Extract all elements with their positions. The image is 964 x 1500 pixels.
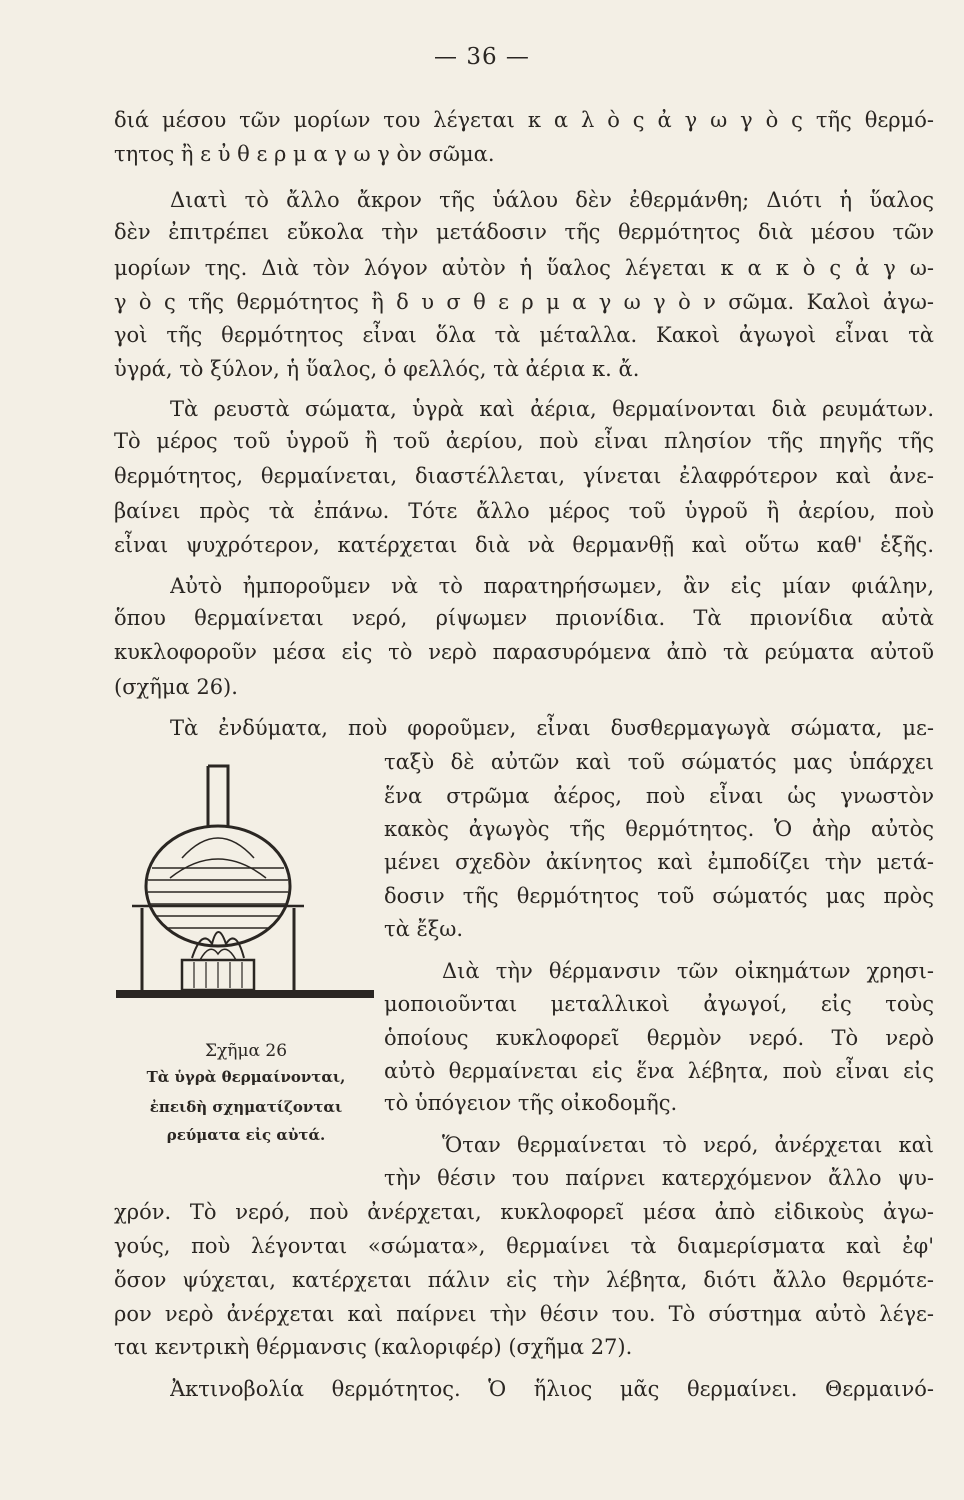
figure-caption-line: ρεύματα εἰς αὐτά. bbox=[166, 1126, 326, 1144]
text-line: εἶναι ψυχρότερον, κατέρχεται διὰ νὰ θερμανθῇ καὶ οὕτω καθ' ἑξῆς. bbox=[114, 533, 934, 557]
text-line: Τὰ ρευστὰ σώματα, ὑγρὰ καὶ ἀέρια, θερμαίνονται διὰ ρευμάτων. bbox=[170, 397, 934, 421]
text-line: αὐτὸ θερμαίνεται εἰς ἕνα λέβητα, ποὺ εἶναι εἰς bbox=[384, 1059, 934, 1083]
figure-caption-title: Σχῆμα 26 bbox=[204, 1041, 288, 1061]
text-line: δοσιν τῆς θερμότητος τοῦ σώματός μας πρὸς bbox=[384, 884, 934, 908]
text-line: γοὶ τῆς θερμότητος εἶναι ὅλα τὰ μέταλλα. Κακοὶ ἀγωγοὶ εἶναι τὰ bbox=[114, 323, 934, 347]
text-line: δὲν ἐπιτρέπει εὔκολα τὴν μετάδοσιν τῆς θερμότητος διὰ μέσου τῶν bbox=[114, 220, 934, 244]
text-line: γ ὸ ς τῆς θερμότητος ἢ δ υ σ θ ε ρ μ α γ ω γ ὸ ν σῶμα. Καλοὶ ἀγω- bbox=[114, 290, 934, 314]
text-line: ὑγρά, τὸ ξύλον, ἡ ὕαλος, ὁ φελλός, τὰ ἀέρια κ. ἄ. bbox=[114, 357, 640, 381]
text-line: χρόν. Τὸ νερό, ποὺ ἀνέρχεται, κυκλοφορεῖ μέσα ἀπὸ εἰδικοὺς ἀγω- bbox=[114, 1200, 934, 1224]
text-line: τὸ ὑπόγειον τῆς οἰκοδομῆς. bbox=[384, 1091, 678, 1115]
text-line: Τὰ ἐνδύματα, ποὺ φοροῦμεν, εἶναι δυσθερμαγωγὰ σώματα, με- bbox=[170, 716, 934, 740]
figure-caption-line: ἐπειδὴ σχηματίζονται bbox=[149, 1098, 343, 1116]
section-heading-line: Ἀκτινοβολία θερμότητος. Ὁ ἥλιος μᾶς θερμαίνει. Θερμαινό- bbox=[170, 1377, 934, 1401]
text-line: μοποιοῦνται μεταλλικοὶ ἀγωγοί, εἰς τοὺς bbox=[384, 992, 934, 1016]
text-line: ὁποίους κυκλοφορεῖ θερμὸν νερό. Τὸ νερὸ bbox=[384, 1026, 934, 1050]
text-line: ὅπου θερμαίνεται νερό, ρίψωμεν πριονίδια. Τὰ πριονίδια αὐτὰ bbox=[114, 606, 934, 630]
text-line: Ὅταν θερμαίνεται τὸ νερό, ἀνέρχεται καὶ bbox=[442, 1133, 934, 1157]
text-line: τητος ἢ ε ὐ θ ε ρ μ α γ ω γ ὸν σῶμα. bbox=[114, 142, 495, 166]
text-line: μορίων της. Διὰ τὸν λόγον αὐτὸν ἡ ὕαλος λέγεται κ α κ ὸ ς ἀ γ ω- bbox=[114, 256, 934, 280]
text-line: βαίνει πρὸς τὰ ἐπάνω. Τότε ἄλλο μέρος τοῦ ὑγροῦ ἢ ἀερίου, ποὺ bbox=[114, 499, 934, 523]
text-line: ρον νερὸ ἀνέρχεται καὶ παίρνει τὴν θέσιν του. Τὸ σύστημα αὐτὸ λέγε- bbox=[114, 1302, 934, 1326]
text-line: κυκλοφοροῦν μέσα εἰς τὸ νερὸ παρασυρόμενα ἀπὸ τὰ ρεύματα αὐτοῦ bbox=[114, 640, 934, 664]
text-line: Αὐτὸ ἠμποροῦμεν νὰ τὸ παρατηρήσωμεν, ἂν εἰς μίαν φιάλην, bbox=[170, 574, 934, 598]
text-line: Τὸ μέρος τοῦ ὑγροῦ ἢ τοῦ ἀερίου, ποὺ εἶναι πλησίον τῆς πηγῆς τῆς bbox=[114, 429, 934, 453]
text-line: μένει σχεδὸν ἀκίνητος καὶ ἐμποδίζει τὴν μετά- bbox=[384, 850, 934, 874]
text-line: θερμότητος, θερμαίνεται, διαστέλλεται, γίνεται ἐλαφρότερον καὶ ἀνε- bbox=[114, 464, 934, 488]
text-line: ἕνα στρῶμα ἀέρος, ποὺ εἶναι ὡς γνωστὸν bbox=[384, 784, 934, 808]
text-line: ταξὺ δὲ αὐτῶν καὶ τοῦ σώματός μας ὑπάρχει bbox=[384, 750, 934, 774]
text-line: κακὸς ἀγωγὸς τῆς θερμότητος. Ὁ ἀὴρ αὐτὸς bbox=[384, 817, 934, 841]
text-line: (σχῆμα 26). bbox=[114, 675, 238, 699]
flask-over-burner-illustration bbox=[112, 758, 378, 1018]
page-number: — 36 — bbox=[434, 44, 530, 70]
text-line: τὴν θέσιν του παίρνει κατερχόμενον ἄλλο ψυ- bbox=[384, 1166, 934, 1190]
text-line: Διὰ τὴν θέρμανσιν τῶν οἰκημάτων χρησι- bbox=[442, 959, 934, 983]
text-line: ται κεντρικὴ θέρμανσις (καλοριφέρ) (σχῆμα 27). bbox=[114, 1335, 633, 1359]
text-line: τὰ ἔξω. bbox=[384, 917, 464, 941]
figure-caption-line: Τὰ ὑγρὰ θερμαίνονται, bbox=[146, 1068, 346, 1086]
text-line: διά μέσου τῶν μορίων του λέγεται κ α λ ὸ ς ἀ γ ω γ ὸ ς τῆς θερμό- bbox=[114, 108, 934, 132]
text-line: ὅσον ψύχεται, κατέρχεται πάλιν εἰς τὴν λέβητα, διότι ἄλλο θερμότε- bbox=[114, 1268, 934, 1292]
text-line: γούς, ποὺ λέγονται «σώματα», θερμαίνει τὰ διαμερίσματα καὶ ἐφ' bbox=[114, 1234, 934, 1258]
text-line: Διατὶ τὸ ἄλλο ἄκρον τῆς ὑάλου δὲν ἐθερμάνθη; Διότι ἡ ὕαλος bbox=[170, 188, 934, 212]
